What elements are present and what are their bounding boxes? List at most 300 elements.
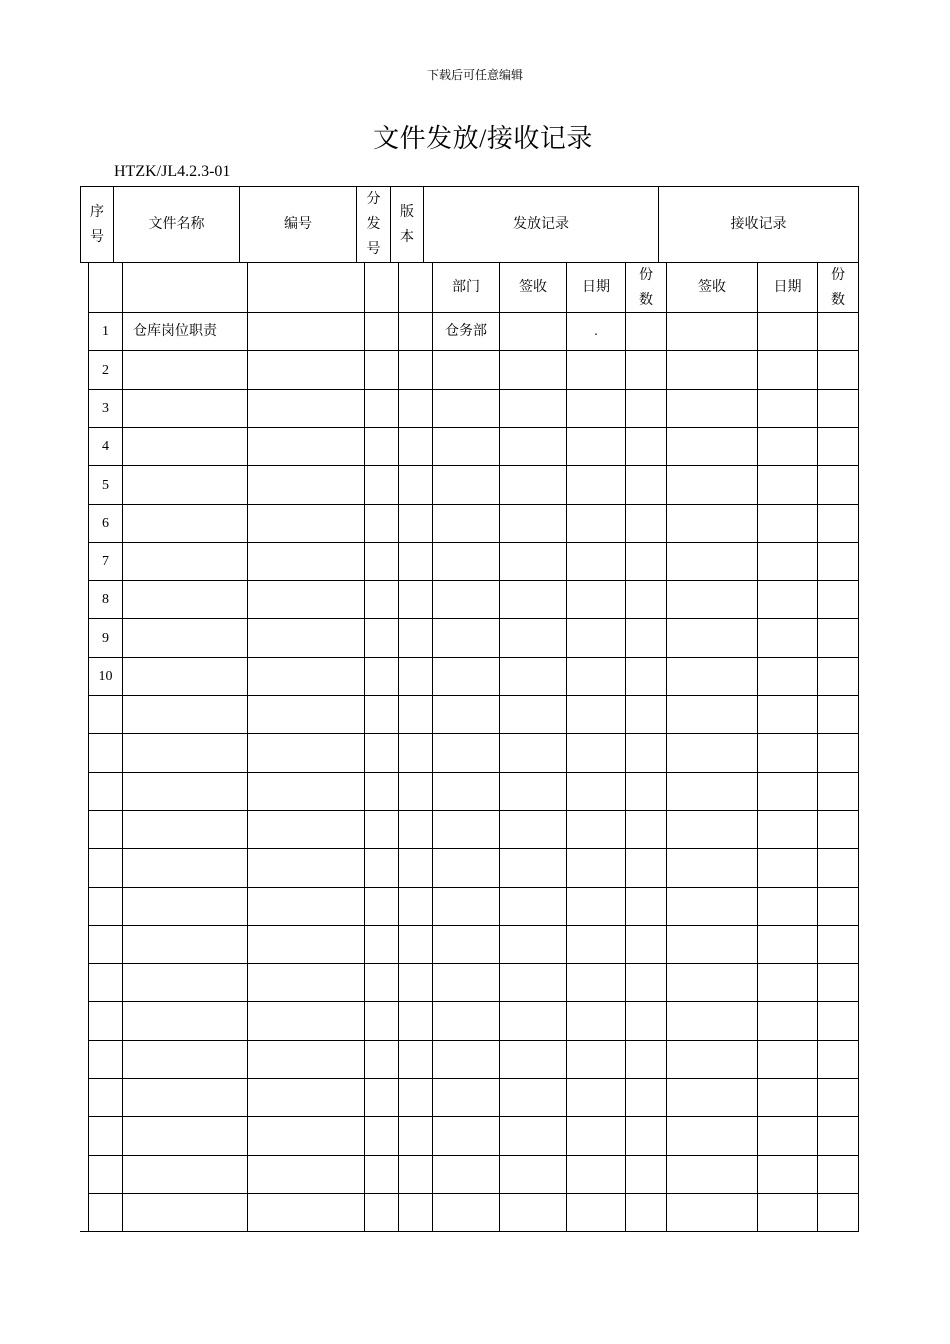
table-cell-recv-sign bbox=[666, 618, 758, 658]
table-cell-dept bbox=[432, 925, 500, 964]
table-cell-copies bbox=[625, 733, 667, 773]
table-cell-version bbox=[398, 1193, 433, 1232]
table-cell-dist-no bbox=[364, 465, 399, 505]
table-cell-version bbox=[398, 465, 433, 505]
table-cell-version bbox=[398, 848, 433, 888]
table-cell-recv-copies bbox=[817, 504, 859, 543]
table-cell-copies bbox=[625, 887, 667, 926]
header-seq: 序 号 bbox=[80, 186, 114, 263]
table-cell-seq: 2 bbox=[88, 350, 123, 390]
table-cell-seq bbox=[88, 925, 123, 964]
table-cell-seq bbox=[88, 1040, 123, 1079]
table-cell-sign bbox=[499, 542, 567, 581]
table-cell-dept bbox=[432, 580, 500, 619]
table-cell-dist-no bbox=[364, 1040, 399, 1079]
table-cell-recv-sign bbox=[666, 887, 758, 926]
table-cell-recv-copies bbox=[817, 312, 859, 351]
table-cell-number bbox=[247, 542, 365, 581]
table-cell-recv-copies bbox=[817, 618, 859, 658]
table-cell-date bbox=[566, 1040, 626, 1079]
table-cell-recv-copies bbox=[817, 925, 859, 964]
subheader-seq bbox=[88, 262, 123, 313]
subheader-sign: 签收 bbox=[499, 262, 567, 313]
table-cell-recv-copies bbox=[817, 848, 859, 888]
table-cell-date bbox=[566, 772, 626, 811]
header-receive-record: 接收记录 bbox=[658, 186, 859, 263]
table-cell-date bbox=[566, 1193, 626, 1232]
table-cell-recv-date bbox=[757, 618, 818, 658]
table-cell-sign bbox=[499, 657, 567, 696]
table-cell-seq bbox=[88, 1001, 123, 1041]
edit-note: 下载后可任意编辑 bbox=[426, 68, 523, 82]
table-cell-seq bbox=[88, 695, 123, 734]
table-cell-seq: 3 bbox=[88, 389, 123, 428]
table-cell-recv-date bbox=[757, 925, 818, 964]
table-cell-seq bbox=[88, 1193, 123, 1232]
table-cell-dept bbox=[432, 657, 500, 696]
table-cell-file-name bbox=[122, 1040, 248, 1079]
table-cell-recv-date bbox=[757, 810, 818, 849]
table-cell-date bbox=[566, 733, 626, 773]
table-cell-recv-sign bbox=[666, 542, 758, 581]
table-cell-recv-sign bbox=[666, 848, 758, 888]
table-cell-number bbox=[247, 1193, 365, 1232]
table-cell-file-name bbox=[122, 580, 248, 619]
table-cell-copies bbox=[625, 1155, 667, 1194]
table-cell-file-name bbox=[122, 1155, 248, 1194]
table-cell-number bbox=[247, 657, 365, 696]
table-cell-version bbox=[398, 350, 433, 390]
table-cell-dist-no bbox=[364, 848, 399, 888]
table-cell-dept bbox=[432, 733, 500, 773]
table-cell-dept: 仓务部 bbox=[432, 312, 500, 351]
table-cell-seq: 4 bbox=[88, 427, 123, 466]
table-cell-dist-no bbox=[364, 542, 399, 581]
table-cell-file-name bbox=[122, 350, 248, 390]
table-cell-recv-copies bbox=[817, 657, 859, 696]
table-cell-copies bbox=[625, 618, 667, 658]
table-cell-recv-copies bbox=[817, 1155, 859, 1194]
table-cell-dist-no bbox=[364, 657, 399, 696]
table-cell-recv-copies bbox=[817, 1193, 859, 1232]
table-cell-copies bbox=[625, 427, 667, 466]
table-cell-recv-date bbox=[757, 963, 818, 1002]
table-cell-copies bbox=[625, 542, 667, 581]
table-cell-recv-date bbox=[757, 1155, 818, 1194]
table-cell-copies bbox=[625, 963, 667, 1002]
table-cell-number bbox=[247, 1040, 365, 1079]
table-cell-recv-sign bbox=[666, 350, 758, 390]
table-cell-copies bbox=[625, 1078, 667, 1117]
table-cell-dist-no bbox=[364, 1116, 399, 1156]
table-cell-date: . bbox=[566, 312, 626, 351]
table-cell-dept bbox=[432, 427, 500, 466]
table-cell-copies bbox=[625, 695, 667, 734]
table-cell-file-name bbox=[122, 887, 248, 926]
table-cell-seq: 7 bbox=[88, 542, 123, 581]
table-cell-recv-date bbox=[757, 350, 818, 390]
table-cell-recv-date bbox=[757, 1193, 818, 1232]
table-cell-recv-copies bbox=[817, 389, 859, 428]
table-cell-sign bbox=[499, 1001, 567, 1041]
table-cell-recv-sign bbox=[666, 1193, 758, 1232]
table-cell-recv-date bbox=[757, 1078, 818, 1117]
table-cell-number bbox=[247, 1155, 365, 1194]
subheader-recv-sign: 签收 bbox=[666, 262, 758, 313]
table-cell-number bbox=[247, 1001, 365, 1041]
document-code: HTZK/JL4.2.3-01 bbox=[114, 163, 231, 180]
table-cell-date bbox=[566, 657, 626, 696]
table-cell-dept bbox=[432, 810, 500, 849]
table-cell-dept bbox=[432, 1078, 500, 1117]
table-cell-recv-copies bbox=[817, 695, 859, 734]
table-cell-recv-date bbox=[757, 427, 818, 466]
table-cell-copies bbox=[625, 772, 667, 811]
table-cell-dist-no bbox=[364, 1001, 399, 1041]
table-cell-file-name bbox=[122, 1078, 248, 1117]
table-cell-recv-copies bbox=[817, 1116, 859, 1156]
table-cell-file-name bbox=[122, 427, 248, 466]
table-cell-number bbox=[247, 312, 365, 351]
table-cell-number bbox=[247, 772, 365, 811]
table-cell-dept bbox=[432, 1155, 500, 1194]
table-cell-date bbox=[566, 504, 626, 543]
table-cell-version bbox=[398, 1116, 433, 1156]
table-cell-dist-no bbox=[364, 312, 399, 351]
table-cell-recv-sign bbox=[666, 580, 758, 619]
table-cell-recv-sign bbox=[666, 504, 758, 543]
table-cell-sign bbox=[499, 695, 567, 734]
table-cell-dist-no bbox=[364, 810, 399, 849]
table-cell-copies bbox=[625, 389, 667, 428]
table-cell-dept bbox=[432, 1040, 500, 1079]
table-cell-date bbox=[566, 542, 626, 581]
table-cell-recv-date bbox=[757, 1001, 818, 1041]
table-cell-seq bbox=[88, 887, 123, 926]
table-cell-seq bbox=[88, 733, 123, 773]
table-cell-dept bbox=[432, 848, 500, 888]
table-cell-recv-sign bbox=[666, 925, 758, 964]
table-cell-copies bbox=[625, 1116, 667, 1156]
table-cell-file-name bbox=[122, 772, 248, 811]
table-cell-number bbox=[247, 389, 365, 428]
table-cell-version bbox=[398, 887, 433, 926]
table-cell-dept bbox=[432, 1193, 500, 1232]
table-cell-file-name bbox=[122, 810, 248, 849]
subheader-dist-no bbox=[364, 262, 399, 313]
table-cell-version bbox=[398, 1155, 433, 1194]
table-cell-dist-no bbox=[364, 772, 399, 811]
table-cell-number bbox=[247, 925, 365, 964]
table-cell-file-name bbox=[122, 848, 248, 888]
table-cell-recv-copies bbox=[817, 810, 859, 849]
table-cell-recv-date bbox=[757, 1040, 818, 1079]
subheader-date: 日期 bbox=[566, 262, 626, 313]
table-cell-version bbox=[398, 810, 433, 849]
table-cell-file-name bbox=[122, 389, 248, 428]
table-cell-sign bbox=[499, 618, 567, 658]
table-cell-dist-no bbox=[364, 1155, 399, 1194]
table-cell-recv-date bbox=[757, 887, 818, 926]
table-cell-dist-no bbox=[364, 925, 399, 964]
table-cell-recv-copies bbox=[817, 887, 859, 926]
table-cell-dist-no bbox=[364, 695, 399, 734]
table-cell-recv-copies bbox=[817, 465, 859, 505]
table-cell-recv-copies bbox=[817, 733, 859, 773]
table-cell-date bbox=[566, 810, 626, 849]
table-cell-copies bbox=[625, 657, 667, 696]
table-cell-version bbox=[398, 925, 433, 964]
table-cell-dist-no bbox=[364, 580, 399, 619]
table-cell-date bbox=[566, 887, 626, 926]
header-number: 编号 bbox=[239, 186, 357, 263]
table-cell-date bbox=[566, 963, 626, 1002]
table-cell-version bbox=[398, 963, 433, 1002]
table-cell-recv-sign bbox=[666, 1078, 758, 1117]
table-cell-dist-no bbox=[364, 963, 399, 1002]
table-cell-sign bbox=[499, 848, 567, 888]
table-cell-number bbox=[247, 580, 365, 619]
table-cell-recv-date bbox=[757, 657, 818, 696]
table-cell-date bbox=[566, 925, 626, 964]
table-cell-number bbox=[247, 887, 365, 926]
header-dist-no: 分 发 号 bbox=[356, 186, 391, 263]
table-cell-recv-sign bbox=[666, 772, 758, 811]
subheader-version bbox=[398, 262, 433, 313]
bottom-rule bbox=[80, 1231, 89, 1232]
table-cell-recv-sign bbox=[666, 657, 758, 696]
table-cell-seq bbox=[88, 810, 123, 849]
table-cell-version bbox=[398, 504, 433, 543]
table-cell-dist-no bbox=[364, 427, 399, 466]
table-cell-version bbox=[398, 618, 433, 658]
header-issue-record: 发放记录 bbox=[423, 186, 659, 263]
table-cell-dist-no bbox=[364, 887, 399, 926]
table-cell-number bbox=[247, 733, 365, 773]
table-cell-version bbox=[398, 657, 433, 696]
header-file-name: 文件名称 bbox=[113, 186, 240, 263]
table-cell-recv-date bbox=[757, 312, 818, 351]
table-cell-date bbox=[566, 1155, 626, 1194]
table-cell-file-name bbox=[122, 1001, 248, 1041]
table-cell-seq: 8 bbox=[88, 580, 123, 619]
table-cell-version bbox=[398, 389, 433, 428]
table-cell-number bbox=[247, 810, 365, 849]
page-title: 文件发放/接收记录 bbox=[373, 124, 593, 153]
table-cell-file-name bbox=[122, 1193, 248, 1232]
table-cell-dept bbox=[432, 1116, 500, 1156]
table-cell-file-name bbox=[122, 695, 248, 734]
table-cell-recv-date bbox=[757, 772, 818, 811]
table-cell-sign bbox=[499, 580, 567, 619]
table-cell-recv-sign bbox=[666, 963, 758, 1002]
table-cell-seq: 9 bbox=[88, 618, 123, 658]
table-cell-number bbox=[247, 618, 365, 658]
subheader-recv-date: 日期 bbox=[757, 262, 818, 313]
table-cell-version bbox=[398, 1001, 433, 1041]
table-cell-copies bbox=[625, 1193, 667, 1232]
table-cell-version bbox=[398, 542, 433, 581]
table-cell-seq: 10 bbox=[88, 657, 123, 696]
table-cell-recv-copies bbox=[817, 1001, 859, 1041]
table-cell-sign bbox=[499, 1078, 567, 1117]
table-cell-recv-sign bbox=[666, 1155, 758, 1194]
table-cell-copies bbox=[625, 580, 667, 619]
table-cell-recv-date bbox=[757, 465, 818, 505]
table-cell-recv-copies bbox=[817, 580, 859, 619]
table-cell-sign bbox=[499, 1193, 567, 1232]
table-cell-date bbox=[566, 618, 626, 658]
table-cell-seq bbox=[88, 848, 123, 888]
table-cell-sign bbox=[499, 312, 567, 351]
table-cell-file-name bbox=[122, 504, 248, 543]
table-cell-version bbox=[398, 427, 433, 466]
table-cell-dept bbox=[432, 695, 500, 734]
table-cell-date bbox=[566, 695, 626, 734]
table-cell-dept bbox=[432, 350, 500, 390]
table-cell-seq bbox=[88, 1078, 123, 1117]
table-cell-dist-no bbox=[364, 618, 399, 658]
table-cell-date bbox=[566, 427, 626, 466]
table-cell-dept bbox=[432, 542, 500, 581]
table-cell-date bbox=[566, 350, 626, 390]
table-cell-number bbox=[247, 350, 365, 390]
table-cell-copies bbox=[625, 350, 667, 390]
table-cell-recv-copies bbox=[817, 542, 859, 581]
table-cell-copies bbox=[625, 504, 667, 543]
table-cell-recv-sign bbox=[666, 1116, 758, 1156]
table-cell-date bbox=[566, 1116, 626, 1156]
table-cell-sign bbox=[499, 733, 567, 773]
table-cell-number bbox=[247, 1116, 365, 1156]
table-cell-seq: 1 bbox=[88, 312, 123, 351]
table-cell-recv-date bbox=[757, 848, 818, 888]
table-cell-recv-sign bbox=[666, 312, 758, 351]
table-cell-recv-sign bbox=[666, 1040, 758, 1079]
table-cell-copies bbox=[625, 848, 667, 888]
table-cell-copies bbox=[625, 312, 667, 351]
table-cell-number bbox=[247, 1078, 365, 1117]
table-cell-version bbox=[398, 1040, 433, 1079]
table-cell-dept bbox=[432, 887, 500, 926]
table-cell-seq bbox=[88, 963, 123, 1002]
table-cell-sign bbox=[499, 925, 567, 964]
table-cell-dist-no bbox=[364, 1193, 399, 1232]
table-cell-number bbox=[247, 695, 365, 734]
table-cell-number bbox=[247, 963, 365, 1002]
table-cell-date bbox=[566, 1001, 626, 1041]
table-cell-sign bbox=[499, 963, 567, 1002]
table-cell-copies bbox=[625, 1001, 667, 1041]
table-cell-sign bbox=[499, 427, 567, 466]
table-cell-recv-date bbox=[757, 542, 818, 581]
table-cell-sign bbox=[499, 772, 567, 811]
table-cell-date bbox=[566, 1078, 626, 1117]
table-cell-dept bbox=[432, 618, 500, 658]
table-cell-file-name bbox=[122, 733, 248, 773]
table-cell-dept bbox=[432, 389, 500, 428]
table-cell-version bbox=[398, 312, 433, 351]
table-cell-number bbox=[247, 465, 365, 505]
table-cell-version bbox=[398, 1078, 433, 1117]
table-cell-recv-copies bbox=[817, 963, 859, 1002]
table-cell-file-name bbox=[122, 542, 248, 581]
table-cell-number bbox=[247, 504, 365, 543]
table-cell-file-name bbox=[122, 465, 248, 505]
table-cell-recv-sign bbox=[666, 695, 758, 734]
table-cell-version bbox=[398, 772, 433, 811]
table-cell-copies bbox=[625, 465, 667, 505]
table-cell-recv-date bbox=[757, 695, 818, 734]
table-cell-recv-copies bbox=[817, 1078, 859, 1117]
table-cell-recv-date bbox=[757, 1116, 818, 1156]
table-cell-copies bbox=[625, 925, 667, 964]
table-cell-dept bbox=[432, 504, 500, 543]
table-cell-file-name bbox=[122, 925, 248, 964]
table-cell-sign bbox=[499, 810, 567, 849]
table-cell-version bbox=[398, 695, 433, 734]
table-cell-dept bbox=[432, 465, 500, 505]
table-cell-seq bbox=[88, 1116, 123, 1156]
table-cell-date bbox=[566, 580, 626, 619]
table-cell-recv-date bbox=[757, 733, 818, 773]
subheader-number bbox=[247, 262, 365, 313]
subheader-recv-copies: 份 数 bbox=[817, 262, 859, 313]
subheader-copies: 份 数 bbox=[625, 262, 667, 313]
table-cell-seq bbox=[88, 1155, 123, 1194]
table-cell-seq: 6 bbox=[88, 504, 123, 543]
table-cell-dist-no bbox=[364, 350, 399, 390]
table-cell-version bbox=[398, 733, 433, 773]
table-cell-recv-sign bbox=[666, 389, 758, 428]
table-cell-file-name bbox=[122, 1116, 248, 1156]
table-cell-recv-date bbox=[757, 504, 818, 543]
table-cell-recv-copies bbox=[817, 772, 859, 811]
table-cell-seq bbox=[88, 772, 123, 811]
table-cell-date bbox=[566, 389, 626, 428]
table-cell-seq: 5 bbox=[88, 465, 123, 505]
table-cell-date bbox=[566, 848, 626, 888]
table-cell-file-name bbox=[122, 657, 248, 696]
table-cell-recv-date bbox=[757, 389, 818, 428]
table-cell-recv-date bbox=[757, 580, 818, 619]
table-cell-dist-no bbox=[364, 733, 399, 773]
table-cell-sign bbox=[499, 887, 567, 926]
table-cell-recv-sign bbox=[666, 1001, 758, 1041]
table-cell-sign bbox=[499, 1155, 567, 1194]
header-version: 版 本 bbox=[390, 186, 424, 263]
table-cell-number bbox=[247, 848, 365, 888]
table-cell-copies bbox=[625, 810, 667, 849]
subheader-file-name bbox=[122, 262, 248, 313]
table-cell-file-name bbox=[122, 963, 248, 1002]
table-cell-number bbox=[247, 427, 365, 466]
table-cell-sign bbox=[499, 389, 567, 428]
table-cell-recv-sign bbox=[666, 733, 758, 773]
table-cell-sign bbox=[499, 465, 567, 505]
table-cell-dist-no bbox=[364, 389, 399, 428]
table-cell-copies bbox=[625, 1040, 667, 1079]
table-cell-dist-no bbox=[364, 1078, 399, 1117]
table-cell-recv-copies bbox=[817, 350, 859, 390]
table-cell-recv-copies bbox=[817, 427, 859, 466]
table-cell-sign bbox=[499, 504, 567, 543]
table-cell-file-name: 仓库岗位职责 bbox=[122, 312, 248, 351]
table-cell-sign bbox=[499, 350, 567, 390]
table-cell-version bbox=[398, 580, 433, 619]
table-cell-dist-no bbox=[364, 504, 399, 543]
table-cell-sign bbox=[499, 1116, 567, 1156]
